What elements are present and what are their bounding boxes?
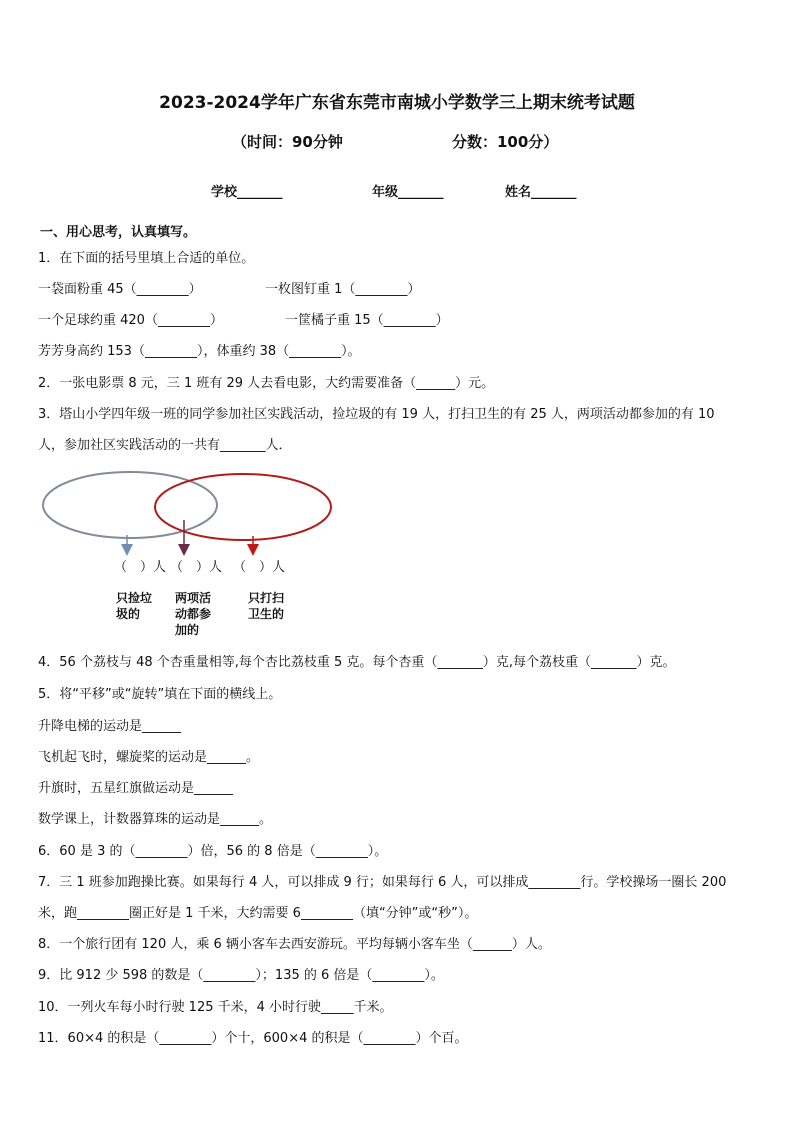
venn-circle-right [155,474,331,540]
question-3-line-1: 3．塔山小学四年级一班的同学参加社区实践活动，捡垃圾的有 19 人，打扫卫生的有 25 人，两项活动都参加的有 10 [38,407,715,422]
school-field: 学校_______ [211,185,283,200]
venn-label-both: 两项活 动都参 加的 [175,591,212,637]
name-field: 姓名_______ [505,185,577,200]
exam-time: （时间：90分钟 [232,133,343,151]
question-5-item-a: 升降电梯的运动是______ [38,719,182,734]
question-10: 10．一列火车每小时行驶 125 千米，4 小时行驶_____千米。 [38,1000,393,1015]
venn-label-only-clean: 只打扫 卫生的 [248,591,285,621]
question-1-item-e: 芳芳身高约 153（________），体重约 38（________）。 [38,344,361,359]
question-5-item-c: 升旗时，五星红旗做运动是______ [38,781,234,796]
question-7-line-2: 米，跑________圈正好是 1 千米，大约需要 6________（填“分钟”或“秒”）。 [38,906,478,921]
venn-answer-3: （ ）人 [233,560,286,575]
question-7-line-1: 7．三 1 班参加跑操比赛。如果每行 4 人，可以排成 9 行；如果每行 6 人，可以排成________行。学校操场一圈长 200 [38,875,727,890]
grade-field: 年级_______ [372,185,444,200]
question-6: 6．60 是 3 的（________）倍，56 的 8 倍是（________）。 [38,844,388,859]
venn-label-only-trash: 只捡垃 圾的 [116,591,153,621]
venn-answer-2: （ ）人 [170,560,223,575]
question-8: 8．一个旅行团有 120 人，乘 6 辆小客车去西安游玩。平均每辆小客车坐（______）人。 [38,937,551,952]
venn-answer-1: （ ）人 [114,560,167,575]
question-11: 11．60×4 的积是（________）个十，600×4 的积是（________）个百。 [38,1031,468,1046]
page-title: 2023-2024学年广东省东莞市南城小学数学三上期末统考试题 [159,93,635,113]
question-1-item-b: 一枚图钉重 1（________） [265,282,421,297]
venn-circle-left [43,472,217,538]
question-3-line-2: 人，参加社区实践活动的一共有_______人． [38,438,292,453]
question-4: 4．56 个荔枝与 48 个杏重量相等,每个杏比荔枝重 5 克。每个杏重（_______）克,每个荔枝重（_______）克。 [38,655,676,670]
section-heading: 一、用心思考，认真填写。 [40,225,197,240]
exam-score: 分数：100分） [452,133,559,151]
question-1-item-c: 一个足球约重 420（________） [38,313,223,328]
question-2: 2．一张电影票 8 元，三 1 班有 29 人去看电影，大约需要准备（______）元。 [38,376,495,391]
question-1-item-a: 一袋面粉重 45（________） [38,282,202,297]
question-5-item-b: 飞机起飞时，螺旋桨的运动是______。 [38,750,260,765]
question-9: 9．比 912 少 598 的数是（________）；135 的 6 倍是（________）。 [38,968,444,983]
question-5-stem: 5．将“平移”或“旋转”填在下面的横线上。 [38,687,282,702]
question-1-stem: 1．在下面的括号里填上合适的单位。 [38,251,255,266]
question-5-item-d: 数学课上，计数器算珠的运动是______。 [38,812,273,827]
question-1-item-d: 一筐橘子重 15（________） [285,313,449,328]
